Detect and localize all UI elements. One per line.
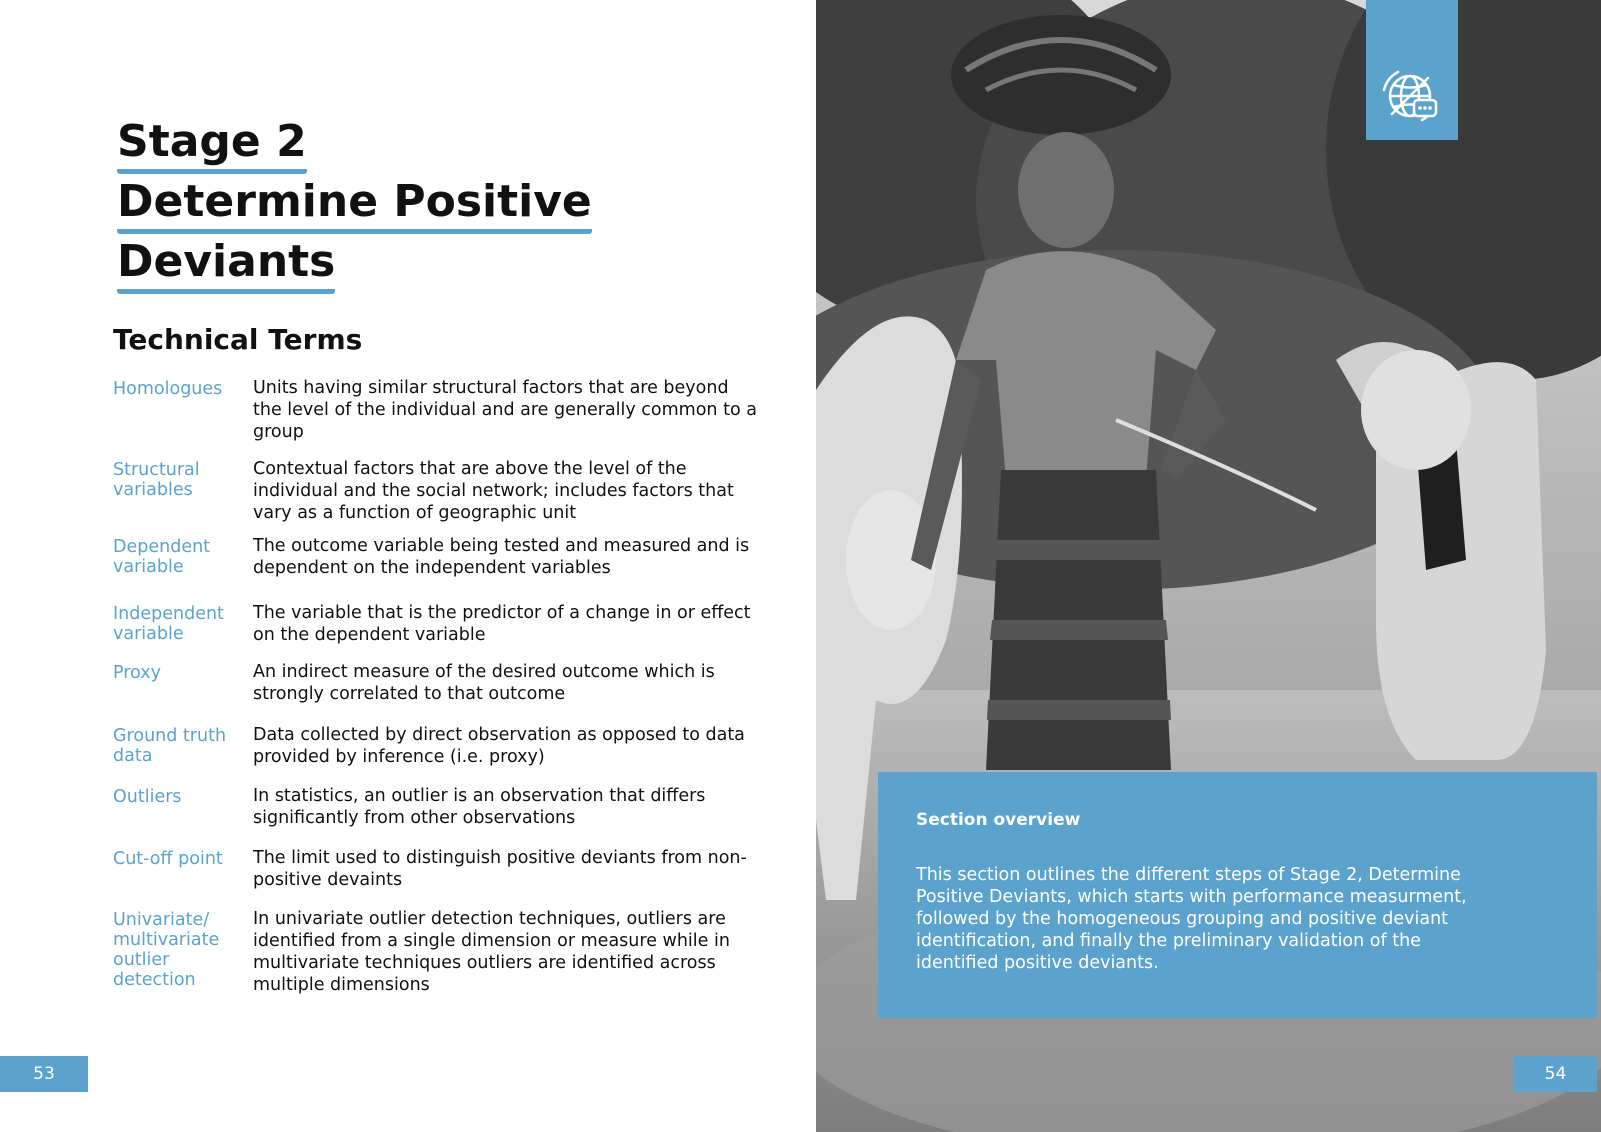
title-line-3: Deviants [117,237,335,294]
term-definition: An indirect measure of the desired outcome which is strongly correlated to that outcome [253,662,715,704]
term-name: Structural variables [113,460,200,500]
section-overview-text: This section outlines the different steps of Stage 2, Determine Positive Deviants, which starts with performance measurment, followed by the homogeneous grouping and positive deviant identification, and finally the preliminary validation of the identified positive deviants. [916,865,1467,973]
term-definition: The limit used to distinguish positive deviants from non-positive devaints [253,848,747,890]
term-name: Independent variable [113,604,224,644]
term-definition: Units having similar structural factors that are beyond the level of the individual and are generally common to a group [253,378,757,442]
term-name: Homologues [113,379,223,399]
title-line-1: Stage 2 [117,117,307,174]
term-name: Outliers [113,787,182,807]
technical-terms-heading: Technical Terms [113,323,363,356]
page-number-left: 53 [0,1056,88,1092]
term-name: Ground truth data [113,726,227,766]
term-definition: The variable that is the predictor of a change in or effect on the dependent variable [253,603,751,645]
globe-chat-icon [1380,68,1444,128]
section-overview-title: Section overview [916,810,1081,830]
term-definition: The outcome variable being tested and measured and is dependent on the independent variables [253,536,750,578]
term-name: Cut-off point [113,849,223,869]
stage-badge [1366,0,1458,140]
term-definition: Data collected by direct observation as opposed to data provided by inference (i.e. proxy) [253,725,745,767]
term-definition: Contextual factors that are above the level of the individual and the social network; includes factors that vary as a function of geographic unit [253,459,734,523]
section-overview-box [878,772,1597,1018]
title-line-2: Determine Positive [117,177,592,234]
term-name: Univariate/ multivariate outlier detection [113,910,220,990]
term-definition: In statistics, an outlier is an observation that differs significantly from other observations [253,786,706,828]
page-title [117,114,637,294]
term-definition: In univariate outlier detection techniques, outliers are identified from a single dimension or measure while in multivariate techniques outliers are identified across multiple dimensions [253,909,730,995]
page-number-right: 54 [1514,1056,1597,1092]
term-name: Proxy [113,663,161,683]
term-name: Dependent variable [113,537,211,577]
right-page [816,0,1601,1132]
